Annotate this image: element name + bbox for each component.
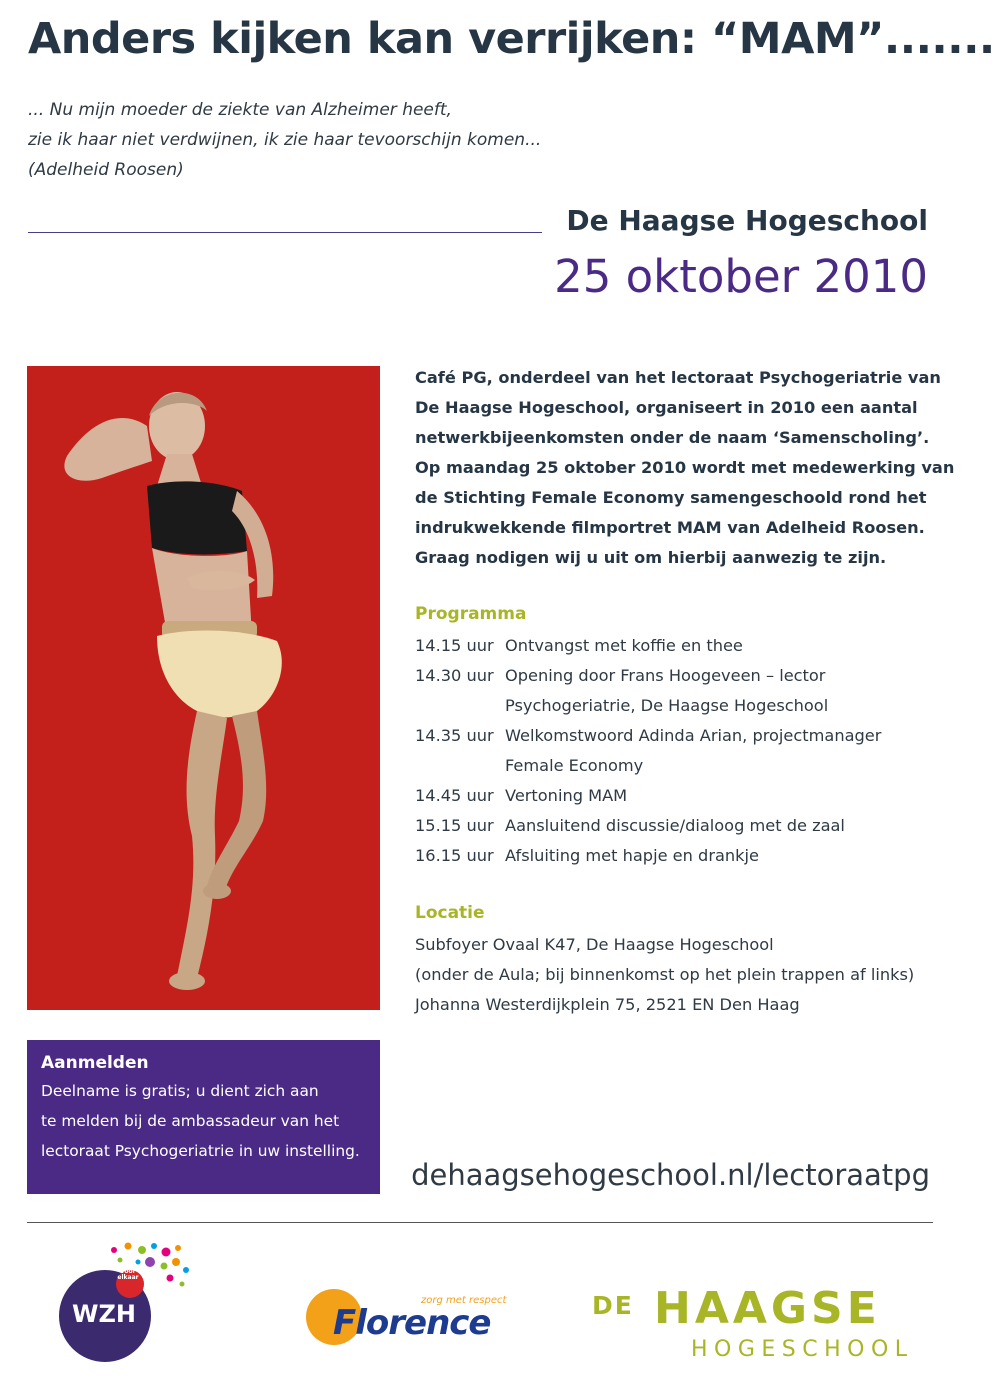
intro-line: Café PG, onderdeel van het lectoraat Psychogeriatrie van bbox=[415, 368, 941, 387]
wzh-badge: voor elkaar bbox=[117, 1268, 139, 1281]
programma-item bbox=[415, 811, 955, 841]
florence-logo bbox=[303, 1285, 513, 1355]
bottom-divider bbox=[27, 1222, 933, 1223]
programma-desc: Afsluiting met hapje en drankje bbox=[505, 846, 759, 865]
website-link[interactable]: dehaagsehogeschool.nl/lectoraatpg bbox=[411, 1158, 930, 1192]
page-headline: Anders kijken kan verrijken: “MAM”....... bbox=[28, 14, 995, 64]
programma-item bbox=[415, 781, 955, 811]
school-title: De Haagse Hogeschool bbox=[566, 204, 928, 237]
locatie-line: (onder de Aula; bij binnenkomst op het plein trappen af links) bbox=[415, 965, 915, 984]
programma-heading: Programma bbox=[415, 604, 527, 624]
locatie-heading: Locatie bbox=[415, 903, 485, 923]
aanmelden-line: te melden bij de ambassadeur van het bbox=[41, 1112, 340, 1130]
programma-item bbox=[415, 841, 955, 871]
programma-desc: Ontvangst met koffie en thee bbox=[505, 636, 743, 655]
intro-line: indrukwekkende filmportret MAM van Adelheid Roosen. bbox=[415, 518, 925, 537]
quote-author: (Adelheid Roosen) bbox=[28, 160, 184, 180]
intro-line: netwerkbijeenkomsten onder de naam ‘Samenscholing’. bbox=[415, 428, 930, 447]
programma-time: 14.15 uur bbox=[415, 636, 494, 655]
programma-desc: Female Economy bbox=[505, 756, 644, 775]
intro-line: de Stichting Female Economy samengeschoold rond het bbox=[415, 488, 927, 507]
hhs-hogeschool: HOGESCHOOL bbox=[691, 1337, 914, 1362]
locatie-line: Subfoyer Ovaal K47, De Haagse Hogeschool bbox=[415, 935, 774, 954]
aanmelden-box bbox=[27, 1040, 380, 1194]
programma-desc: Aansluitend discussie/dialoog met de zaal bbox=[505, 816, 845, 835]
programma-desc: Psychogeriatrie, De Haagse Hogeschool bbox=[505, 696, 829, 715]
quote-line: zie ik haar niet verdwijnen, ik zie haar tevoorschijn komen... bbox=[28, 130, 542, 150]
programma-time: 14.30 uur bbox=[415, 666, 494, 685]
aanmelden-line: lectoraat Psychogeriatrie in uw instelling. bbox=[41, 1142, 360, 1160]
quote-block bbox=[28, 95, 628, 185]
programma-item bbox=[415, 661, 955, 721]
quote-line: ... Nu mijn moeder de ziekte van Alzheimer heeft, bbox=[28, 100, 452, 120]
programma-desc: Welkomstwoord Adinda Arian, projectmanager bbox=[505, 726, 882, 745]
programma-item bbox=[415, 721, 955, 781]
hhs-haagse: HAAGSE bbox=[654, 1283, 881, 1334]
programma-time: 14.35 uur bbox=[415, 726, 494, 745]
wzh-logo bbox=[50, 1240, 200, 1370]
programma-time: 16.15 uur bbox=[415, 846, 494, 865]
programma-time: 15.15 uur bbox=[415, 816, 494, 835]
intro-line: De Haagse Hogeschool, organiseert in 2010 een aantal bbox=[415, 398, 918, 417]
intro-line: Graag nodigen wij u uit om hierbij aanwezig te zijn. bbox=[415, 548, 887, 567]
wzh-logo-text: WZH bbox=[72, 1300, 136, 1328]
aanmelden-line: Deelname is gratis; u dient zich aan bbox=[41, 1082, 319, 1100]
programma-time: 14.45 uur bbox=[415, 786, 494, 805]
aanmelden-title: Aanmelden bbox=[41, 1053, 149, 1073]
event-date: 25 oktober 2010 bbox=[554, 250, 928, 303]
programma-item bbox=[415, 631, 955, 661]
locatie-line: Johanna Westerdijkplein 75, 2521 EN Den Haag bbox=[415, 995, 800, 1014]
top-divider bbox=[28, 232, 542, 233]
event-photo bbox=[27, 366, 380, 1010]
intro-paragraph bbox=[415, 363, 955, 573]
florence-logo-text: Florence bbox=[333, 1303, 491, 1343]
intro-line: Op maandag 25 oktober 2010 wordt met medewerking van bbox=[415, 458, 955, 477]
programma-list bbox=[415, 631, 955, 871]
florence-tagline: zorg met respect bbox=[421, 1295, 507, 1306]
hhs-de: DE bbox=[592, 1291, 634, 1320]
haagse-hogeschool-logo bbox=[592, 1285, 932, 1365]
locatie-block bbox=[415, 930, 955, 1020]
programma-desc: Vertoning MAM bbox=[505, 786, 628, 805]
programma-desc: Opening door Frans Hoogeveen – lector bbox=[505, 666, 826, 685]
